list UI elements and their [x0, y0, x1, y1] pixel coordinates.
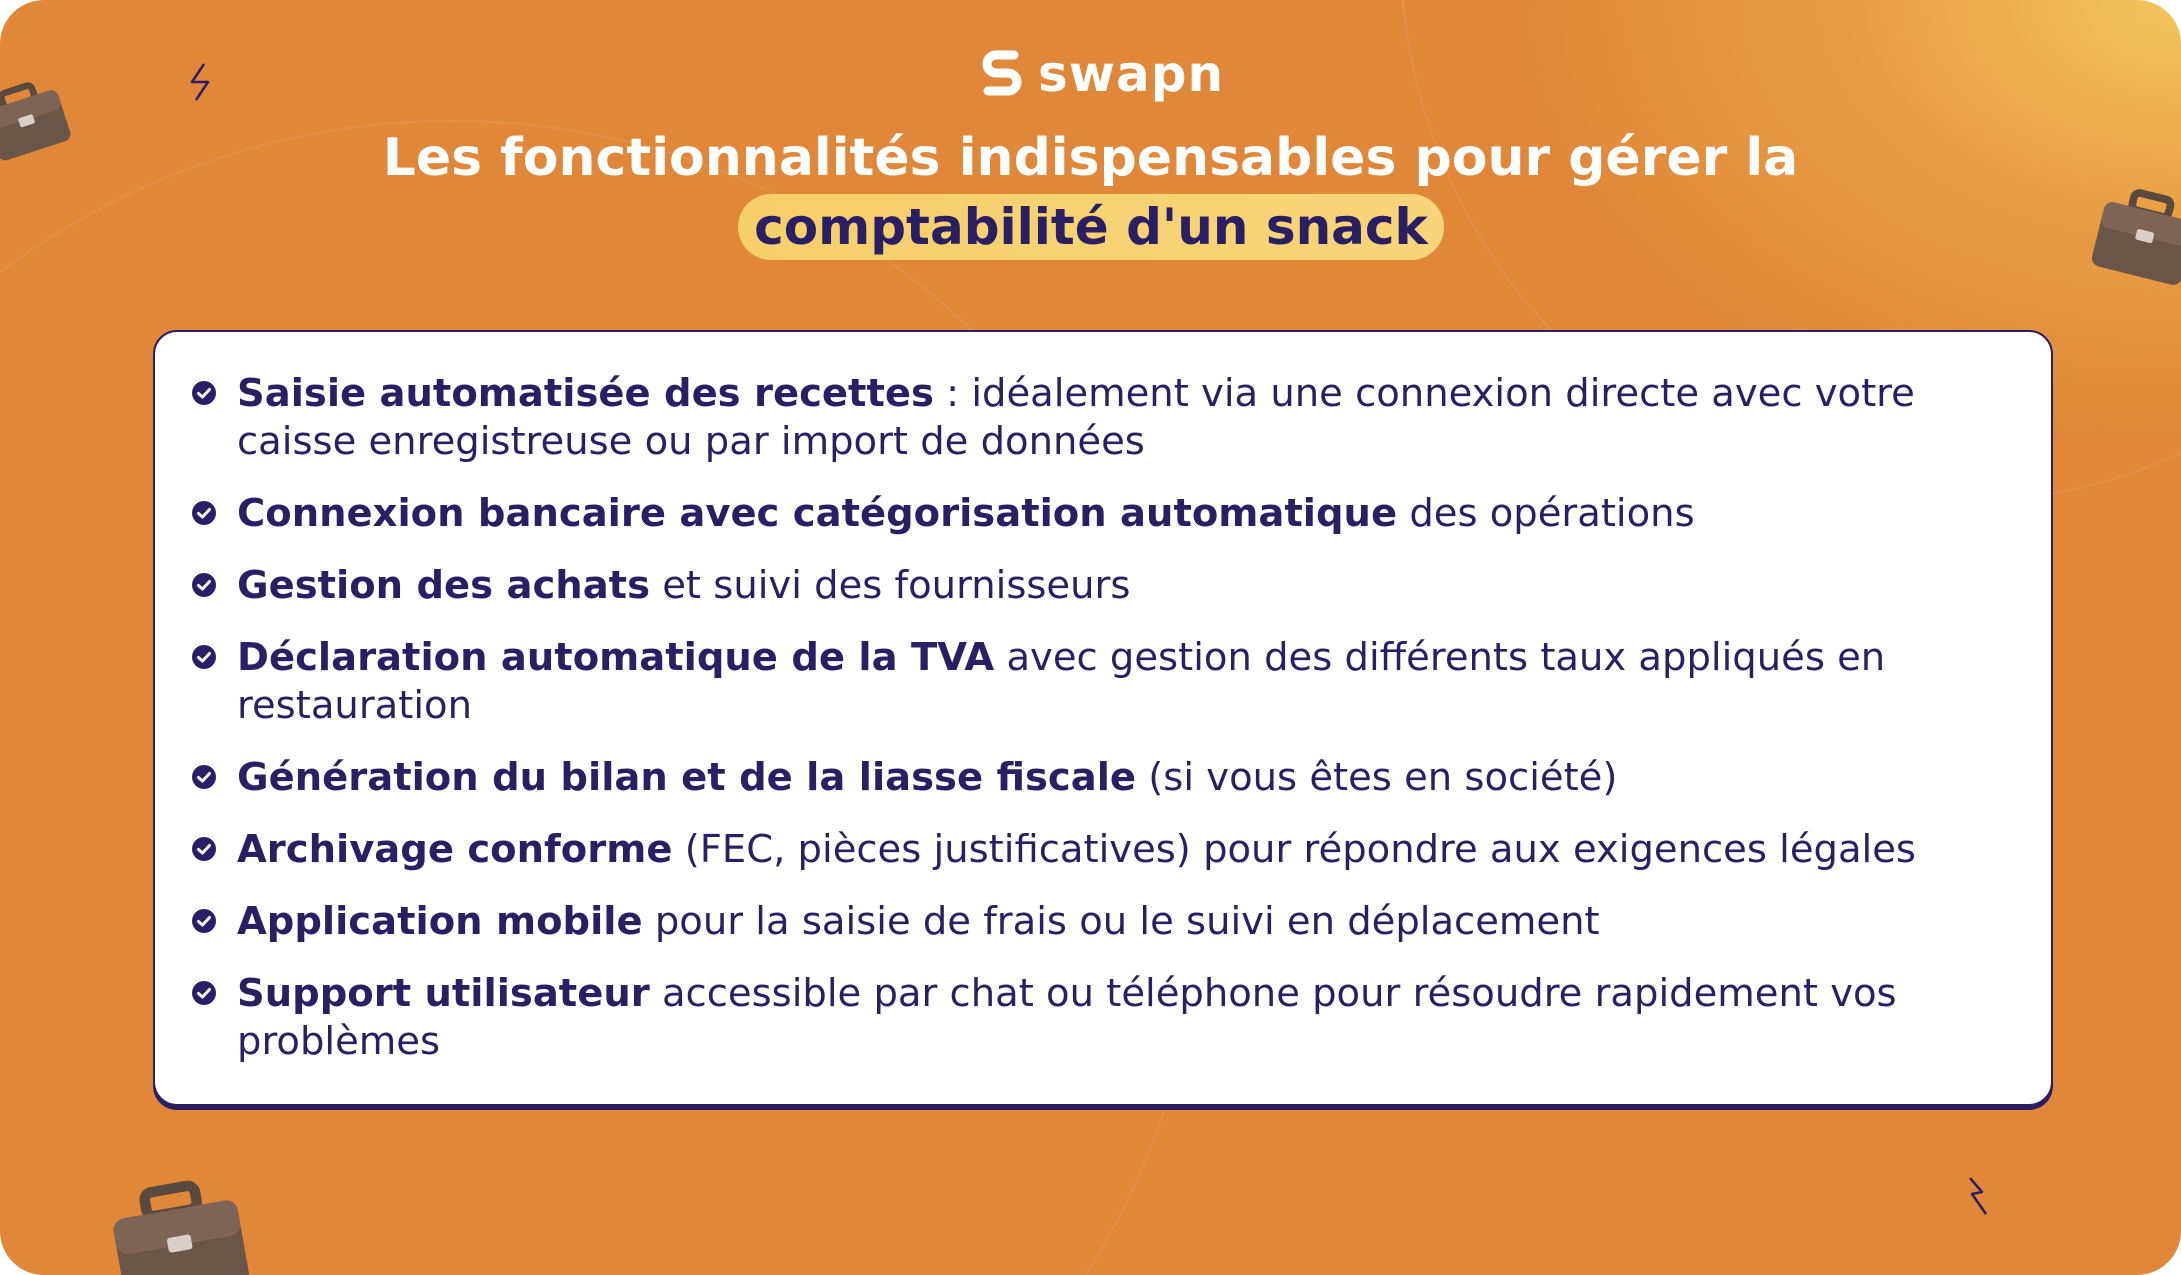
feature-description: pour la saisie de frais ou le suivi en déplacement [642, 899, 1600, 944]
feature-item [191, 562, 2021, 610]
check-circle-icon [191, 836, 217, 862]
lightning-bolt-icon [1964, 1176, 1994, 1216]
feature-description: avec gestion des différents taux appliqués en restauration [237, 635, 1886, 728]
feature-title: Connexion bancaire avec catégorisation automatique [237, 491, 1398, 536]
feature-item [191, 826, 2021, 874]
feature-item [191, 898, 2021, 946]
feature-title: Gestion des achats [237, 563, 650, 608]
feature-title: Saisie automatisée des recettes [237, 371, 934, 416]
check-circle-icon [191, 980, 217, 1006]
feature-description: des opérations [1397, 491, 1695, 536]
title-highlight [738, 194, 1444, 260]
check-circle-icon [191, 572, 217, 598]
feature-title: Archivage conforme [237, 827, 673, 872]
feature-item [191, 370, 2021, 466]
feature-description: : idéalement via une connexion directe avec votre caisse enregistreuse ou par import de données [237, 371, 1915, 464]
page-title-highlighted: comptabilité d'un snack [754, 198, 1428, 256]
brand-logo [980, 44, 1224, 104]
lightning-bolt-icon [186, 62, 216, 102]
check-circle-icon [191, 908, 217, 934]
check-circle-icon [191, 644, 217, 670]
feature-title: Déclaration automatique de la TVA [237, 635, 995, 680]
page-title: Les fonctionnalités indispensables pour gérer la [382, 128, 1799, 188]
briefcase-icon [2090, 180, 2181, 290]
briefcase-icon [105, 1170, 255, 1275]
feature-description: accessible par chat ou téléphone pour résoudre rapidement vos problèmes [237, 971, 1897, 1064]
features-list [191, 370, 2021, 1090]
features-card [153, 330, 2053, 1106]
feature-description: (FEC, pièces justificatives) pour répondre aux exigences légales [672, 827, 1916, 872]
brand-name: swapn [1038, 45, 1225, 103]
feature-title: Génération du bilan et de la liasse fiscale [237, 755, 1137, 800]
feature-item [191, 970, 2021, 1066]
check-circle-icon [191, 764, 217, 790]
feature-item [191, 490, 2021, 538]
feature-title: Support utilisateur [237, 971, 650, 1016]
swapn-logo-icon [980, 47, 1024, 101]
feature-item [191, 634, 2021, 730]
feature-item [191, 754, 2021, 802]
check-circle-icon [191, 500, 217, 526]
check-circle-icon [191, 380, 217, 406]
feature-description: (si vous êtes en société) [1136, 755, 1618, 800]
feature-title: Application mobile [237, 899, 643, 944]
feature-description: et suivi des fournisseurs [650, 563, 1131, 608]
